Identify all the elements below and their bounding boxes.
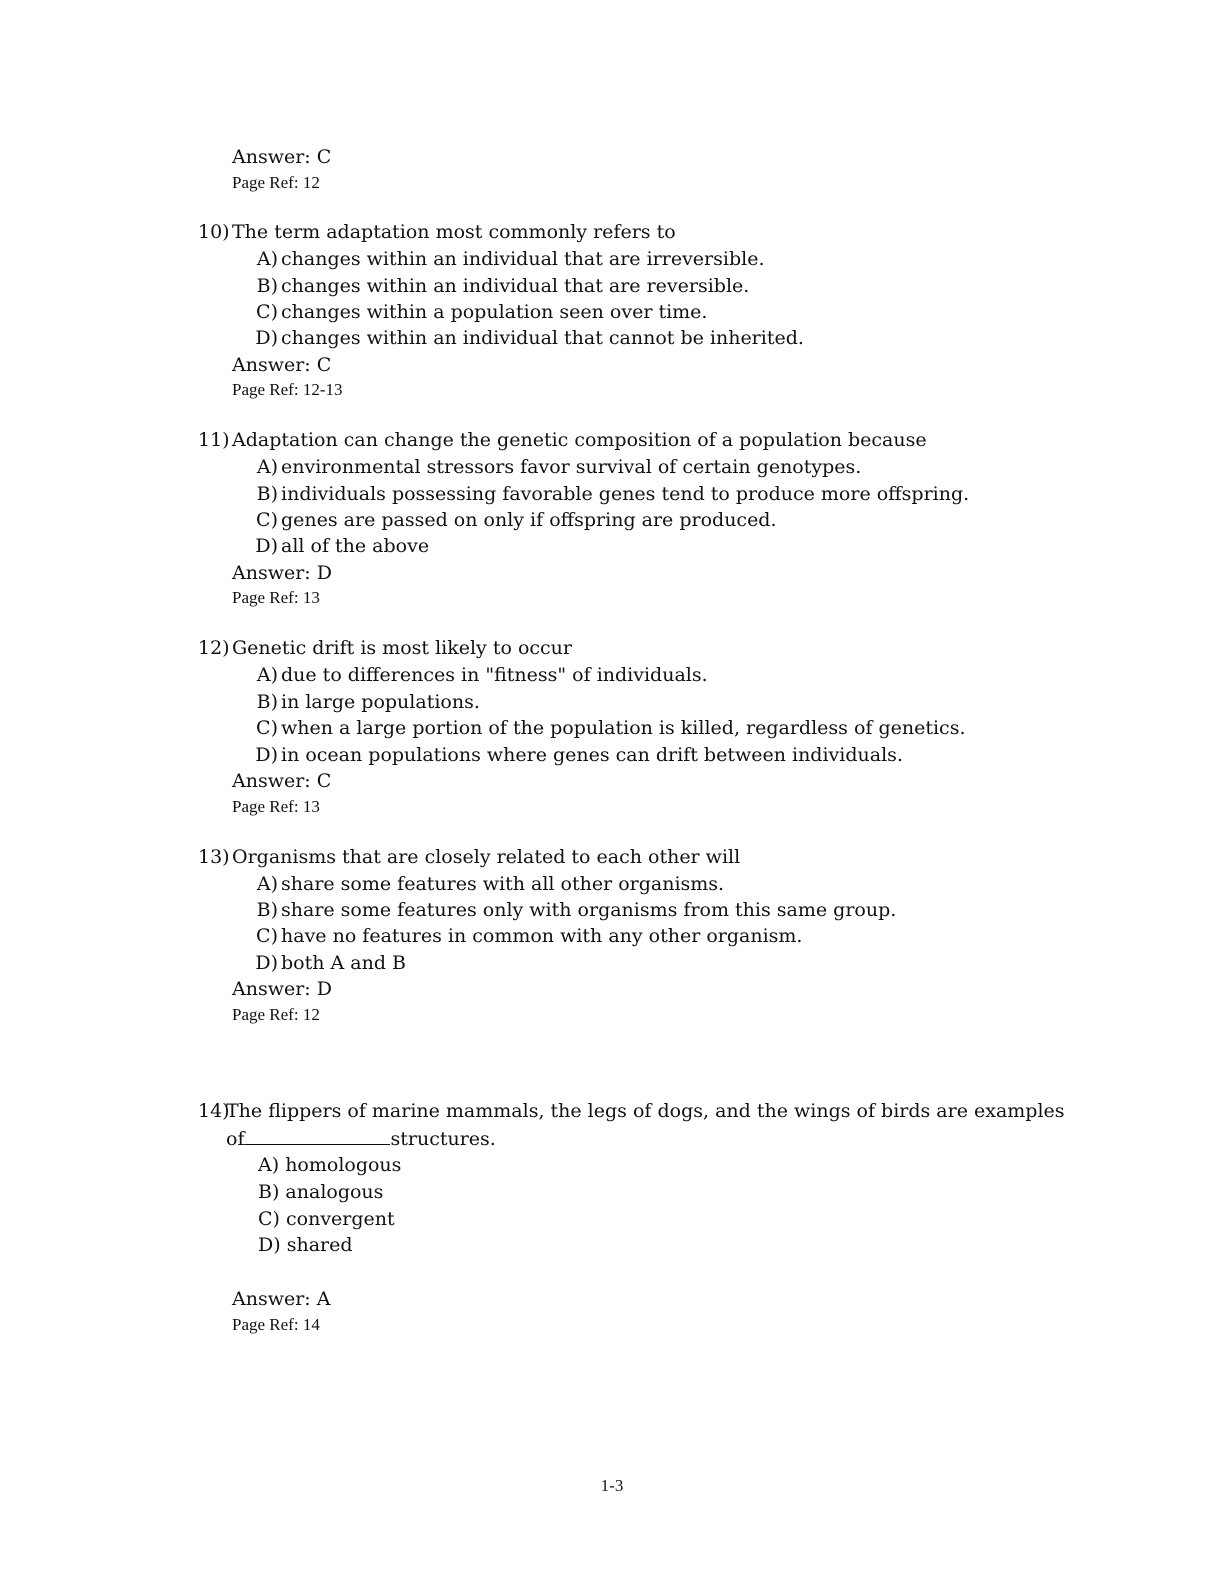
page-ref-line: Page Ref: 12 <box>232 173 320 192</box>
option-b: B) in large populations. <box>256 691 480 713</box>
option-a: A) share some features with all other organisms. <box>256 873 725 895</box>
option-c: C) genes are passed on only if offspring are produced. <box>256 509 777 531</box>
option-b: B) changes within an individual that are reversible. <box>256 275 750 297</box>
page-ref-line: Page Ref: 13 <box>232 588 320 607</box>
question-text: Adaptation can change the genetic composition of a population because <box>232 429 927 451</box>
answer-line: Answer: D <box>232 978 332 1000</box>
page-ref-line: Page Ref: 12 <box>232 1005 320 1024</box>
option-d: D) shared <box>258 1234 353 1256</box>
answer-line: Answer: C <box>232 770 332 792</box>
option-c: C) changes within a population seen over time. <box>256 301 708 323</box>
fill-in-blank <box>244 1126 390 1145</box>
question-number: 14) <box>198 1100 230 1122</box>
option-a: A) due to differences in "fitness" of individuals. <box>256 664 708 686</box>
answer-line: Answer: C <box>232 354 332 376</box>
question-text: The flippers of marine mammals, the legs of dogs, and the wings of birds are examples <box>226 1100 1065 1122</box>
option-d: D) both A and B <box>255 952 407 974</box>
option-d: D) all of the above <box>255 535 430 557</box>
page-number: 1-3 <box>600 1476 624 1495</box>
option-a: A) environmental stressors favor survival of certain genotypes. <box>256 456 862 478</box>
question-number: 12) <box>198 637 230 659</box>
page-ref-line: Page Ref: 12-13 <box>232 380 343 399</box>
answer-line: Answer: D <box>232 562 332 584</box>
option-a: A) homologous <box>258 1154 402 1176</box>
option-b: B) individuals possessing favorable genes tend to produce more offspring. <box>256 483 970 505</box>
question-text: The term adaptation most commonly refers to <box>232 221 676 243</box>
option-a: A) changes within an individual that are irreversible. <box>256 248 765 270</box>
answer-line: Answer: C <box>232 146 332 168</box>
page-ref-line: Page Ref: 14 <box>232 1315 320 1334</box>
option-c: C) when a large portion of the population is killed, regardless of genetics. <box>256 717 966 739</box>
question-number: 10) <box>198 221 230 243</box>
question-text: Genetic drift is most likely to occur <box>232 637 572 659</box>
page-ref-line: Page Ref: 13 <box>232 797 320 816</box>
question-text: Organisms that are closely related to each other will <box>232 846 741 868</box>
question-text-continued: of structures. <box>226 1128 496 1150</box>
question-number: 13) <box>198 846 230 868</box>
option-d: D) changes within an individual that cannot be inherited. <box>255 327 804 349</box>
option-b: B) share some features only with organisms from this same group. <box>256 899 897 921</box>
option-c: C) convergent <box>258 1208 395 1230</box>
question-number: 11) <box>198 429 230 451</box>
answer-line: Answer: A <box>232 1288 331 1310</box>
option-b: B) analogous <box>258 1181 384 1203</box>
option-d: D) in ocean populations where genes can drift between individuals. <box>255 744 903 766</box>
option-c: C) have no features in common with any other organism. <box>256 925 803 947</box>
